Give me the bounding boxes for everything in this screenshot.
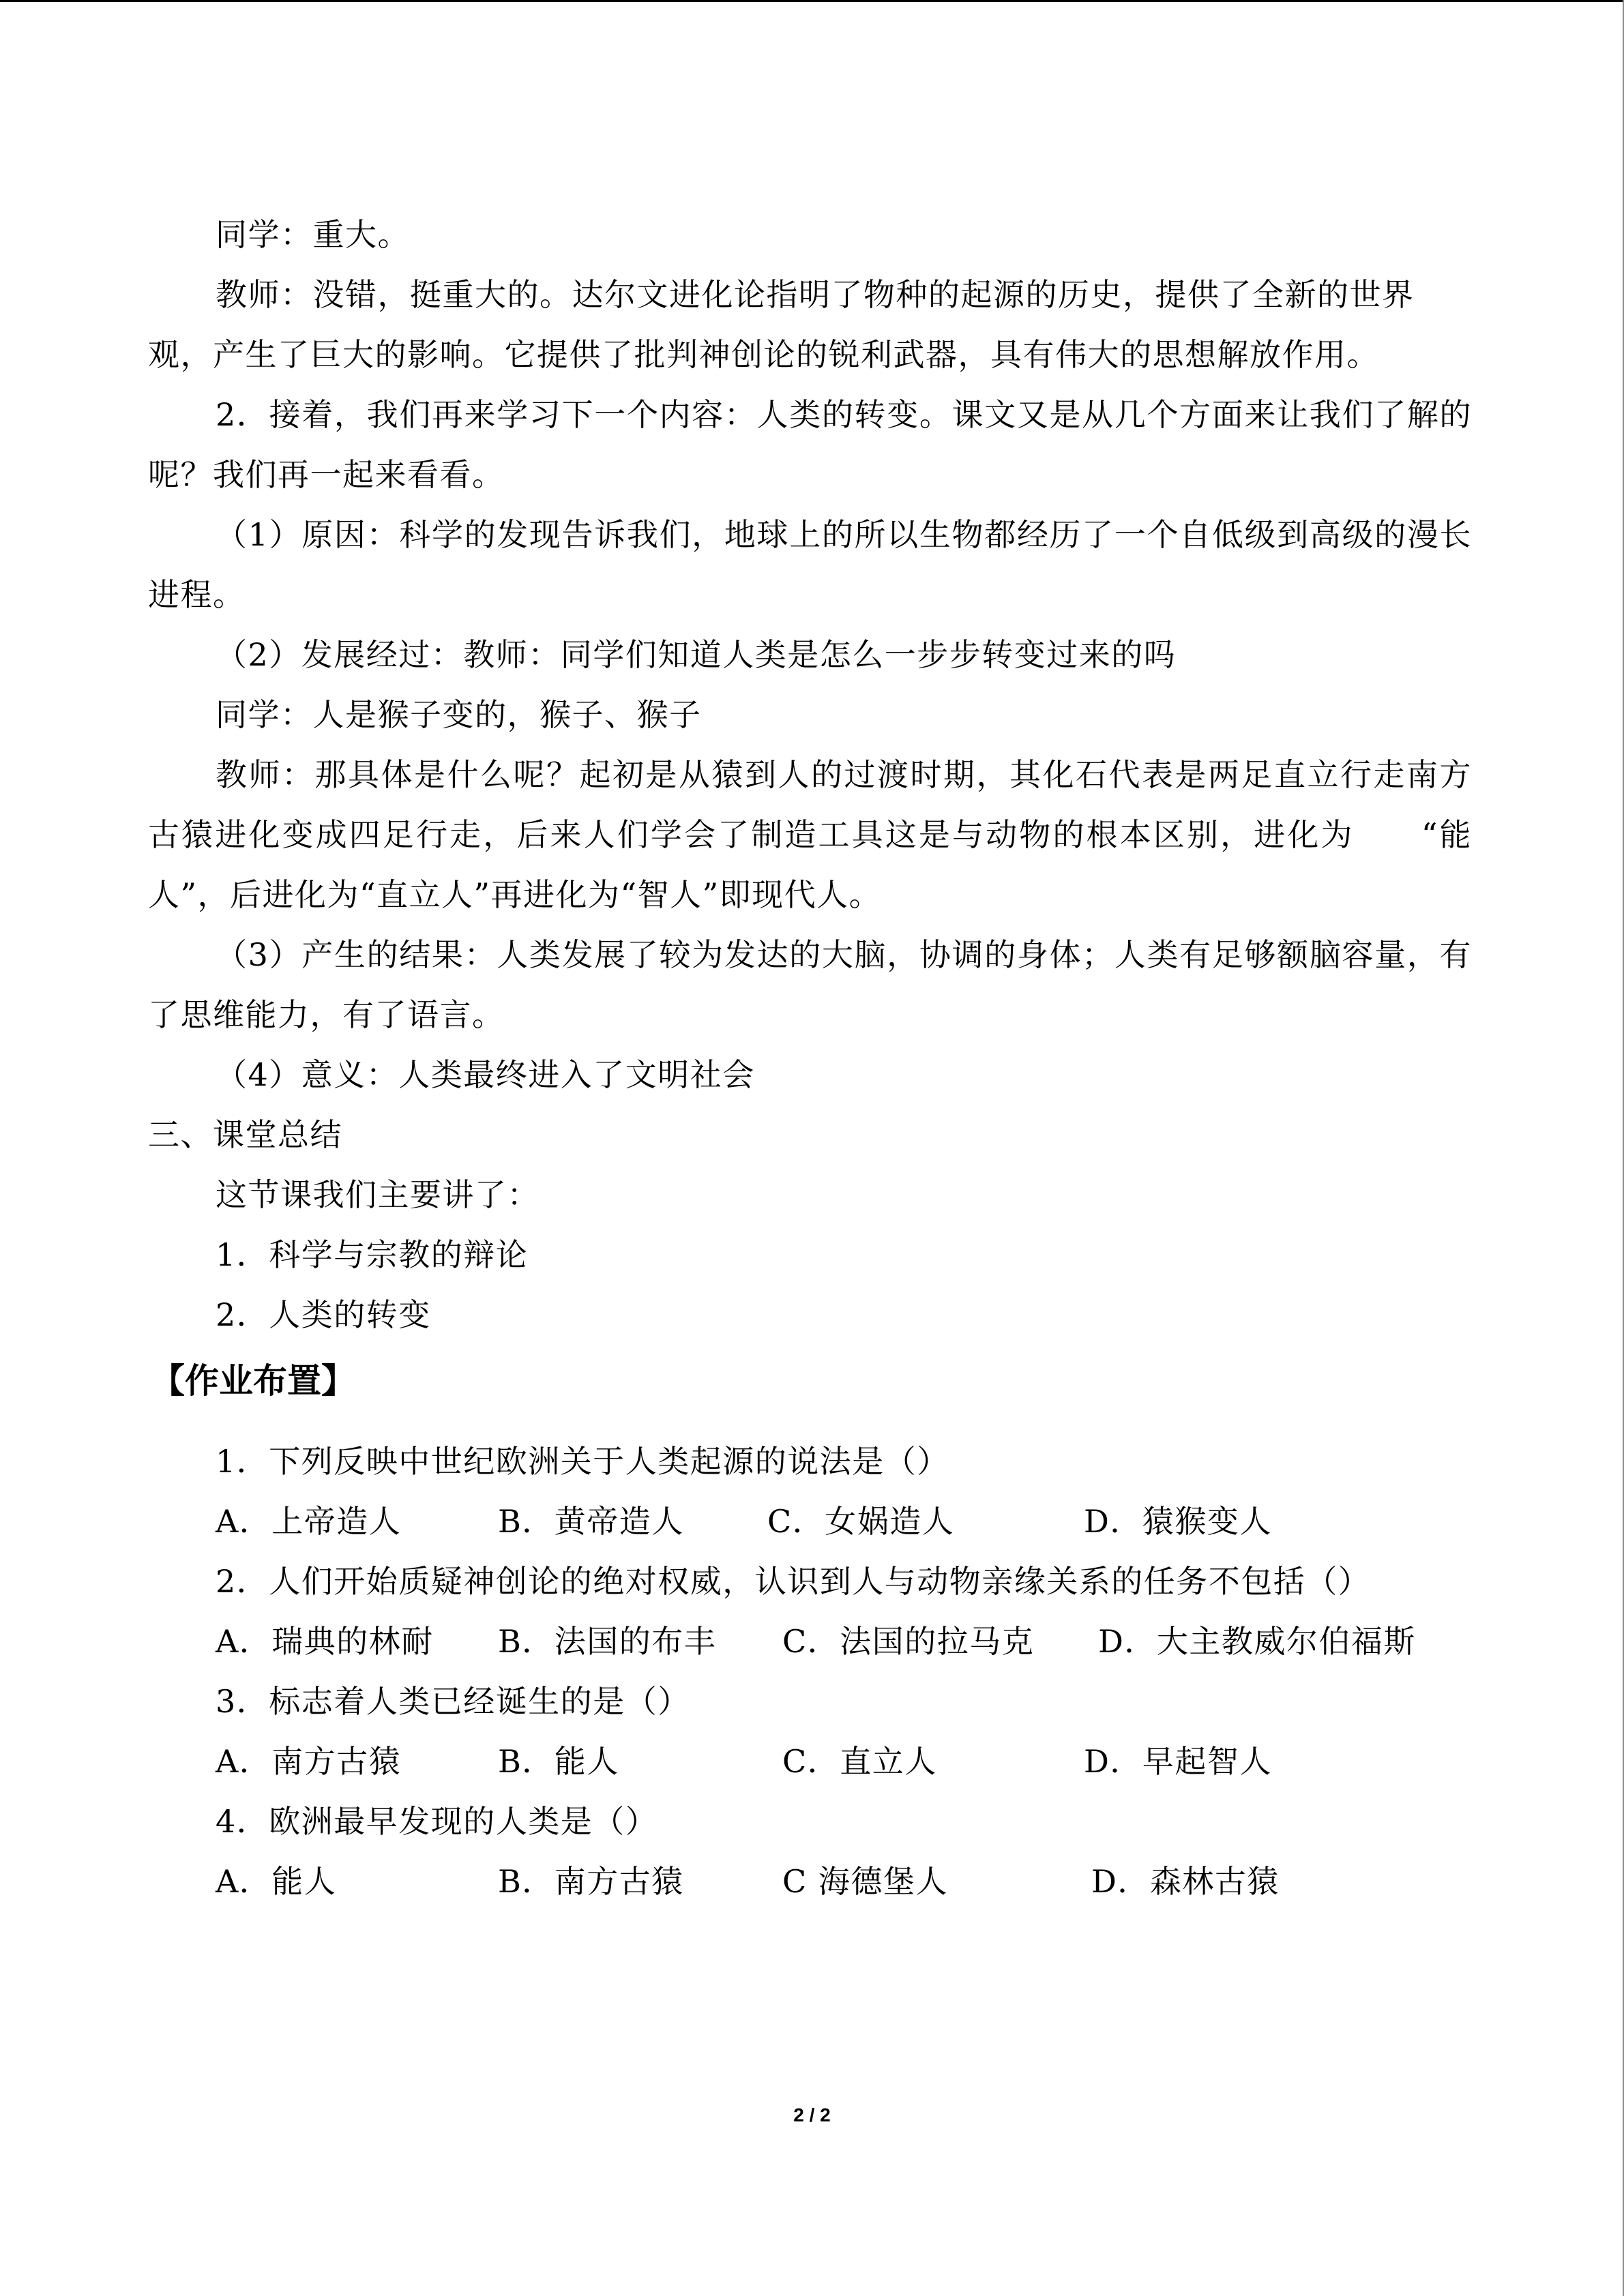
option-d: D．早起智人 bbox=[1084, 1743, 1272, 1780]
question-stem: 3．标志着人类已经诞生的是（） bbox=[216, 1683, 690, 1720]
option-d: D．大主教威尔伯福斯 bbox=[1098, 1623, 1416, 1660]
body-line: （3）产生的结果：人类发展了较为发达的大脑，协调的身体；人类有足够额脑容量，有 bbox=[216, 936, 1472, 973]
option-c: C．女娲造人 bbox=[767, 1503, 955, 1540]
option-a: A．能人 bbox=[216, 1863, 337, 1900]
lesson-body bbox=[148, 205, 1472, 1345]
option-d: D．猿猴变人 bbox=[1084, 1503, 1272, 1540]
question-options bbox=[148, 1731, 1472, 1791]
option-c: C．法国的拉马克 bbox=[782, 1623, 1035, 1660]
option-d: D．森林古猿 bbox=[1091, 1863, 1280, 1900]
summary-item: 2．人类的转变 bbox=[216, 1296, 431, 1333]
question-options bbox=[148, 1611, 1472, 1671]
body-line: 同学：重大。 bbox=[216, 216, 410, 253]
option-a: A．瑞典的林耐 bbox=[216, 1623, 434, 1660]
option-a: A．上帝造人 bbox=[216, 1503, 402, 1540]
homework-heading: 【作业布置】 bbox=[151, 1362, 355, 1400]
option-b: B．南方古猿 bbox=[498, 1863, 684, 1900]
body-line: 了思维能力，有了语言。 bbox=[148, 996, 505, 1033]
summary-item: 1．科学与宗教的辩论 bbox=[216, 1236, 529, 1273]
section-heading-summary: 三、课堂总结 bbox=[148, 1116, 342, 1153]
body-line: （1）原因：科学的发现告诉我们，地球上的所以生物都经历了一个自低级到高级的漫长 bbox=[216, 516, 1472, 553]
question-stem: 1．下列反映中世纪欧洲关于人类起源的说法是（） bbox=[216, 1443, 949, 1480]
body-line: （4）意义：人类最终进入了文明社会 bbox=[216, 1056, 755, 1093]
option-b: B．法国的布丰 bbox=[498, 1623, 717, 1660]
option-b: B．黄帝造人 bbox=[498, 1503, 684, 1540]
option-b: B．能人 bbox=[498, 1743, 619, 1780]
option-c: C 海德堡人 bbox=[782, 1863, 948, 1900]
question-options bbox=[148, 1851, 1472, 1911]
body-line: （2）发展经过：教师：同学们知道人类是怎么一步步转变过来的吗 bbox=[216, 636, 1177, 673]
body-line: 同学：人是猴子变的，猴子、猴子 bbox=[216, 696, 702, 733]
page-number: 2 / 2 bbox=[793, 2104, 831, 2126]
body-line: 教师：没错，挺重大的。达尔文进化论指明了物种的起源的历史，提供了全新的世界 bbox=[216, 276, 1415, 313]
homework-questions bbox=[148, 1431, 1472, 1911]
question-options bbox=[148, 1491, 1472, 1551]
body-line: 古猿进化变成四足行走，后来人们学会了制造工具这是与动物的根本区别，进化为 “能 bbox=[148, 816, 1472, 853]
body-line: 这节课我们主要讲了： bbox=[216, 1176, 540, 1213]
question-stem: 4．欧洲最早发现的人类是（） bbox=[216, 1803, 658, 1840]
body-line: 2．接着，我们再来学习下一个内容：人类的转变。课文又是从几个方面来让我们了解的 bbox=[216, 396, 1472, 433]
question-stem: 2．人们开始质疑神创论的绝对权威，认识到人与动物亲缘关系的任务不包括（） bbox=[216, 1563, 1371, 1600]
body-line: 观，产生了巨大的影响。它提供了批判神创论的锐利武器，具有伟大的思想解放作用。 bbox=[148, 336, 1379, 373]
option-c: C．直立人 bbox=[782, 1743, 937, 1780]
body-line: 进程。 bbox=[148, 576, 246, 613]
body-line: 人”，后进化为“直立人”再进化为“智人”即现代人。 bbox=[148, 876, 882, 913]
option-a: A．南方古猿 bbox=[216, 1743, 402, 1780]
body-line: 教师：那具体是什么呢？起初是从猿到人的过渡时期，其化石代表是两足直立行走南方 bbox=[216, 756, 1472, 793]
page-top-border bbox=[0, 0, 1624, 2]
body-line: 呢？我们再一起来看看。 bbox=[148, 456, 505, 493]
